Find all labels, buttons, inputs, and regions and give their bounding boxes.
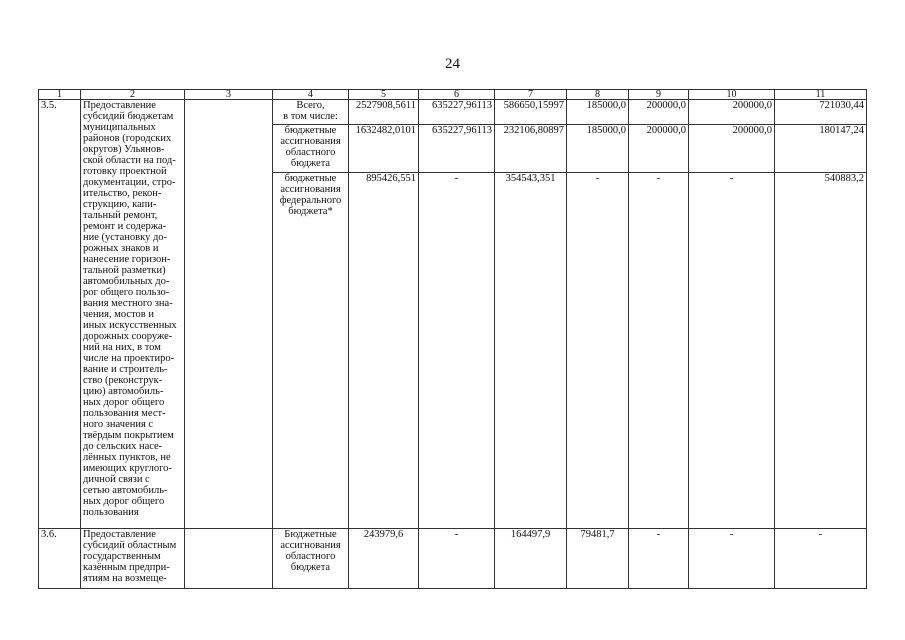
value-cell: 232106,80897 (495, 125, 567, 173)
header-cell: 8 (567, 90, 629, 100)
value-cell: 200000,0 (689, 125, 775, 173)
value-cell: 79481,7 (567, 529, 629, 589)
row-number: 3.6. (39, 529, 81, 589)
row-description: Предоставление субсидий бюджетам муниципальных районов (городских округов) Ульянов- ской области на под- готовку проектной документации, стро- ительство, рекон- струкцию, капи- тальный ремонт, ремонт и содержа- ние (установку до- рожных знаков и нанесение горизон- тальной разметки) автомобильных до- рог общего пользо- вания местного зна- чения, мостов и иных искусственных дорожных сооруже- ний на них, в том числе на проектиро- вание и строитель- ство (реконструк- цию) автомобиль- ных дорог общего пользования мест- ного значения с твёрдым покрытием до сельских насе- лённых пунктов, не имеющих круглого- дичной связи с сетью автомобиль- ных дорог общего пользования (81, 100, 185, 529)
value-cell: - (629, 173, 689, 529)
page-number: 24 (445, 56, 460, 72)
header-cell: 9 (629, 90, 689, 100)
value-cell: 200000,0 (629, 125, 689, 173)
row-description: Предоставление субсидий областным государственным казённым предпри- ятиям на возмеще- (81, 529, 185, 589)
value-cell: 895426,551 (349, 173, 419, 529)
header-cell: 5 (349, 90, 419, 100)
value-cell: - (775, 529, 867, 589)
value-cell: 200000,0 (629, 100, 689, 125)
value-cell: - (689, 529, 775, 589)
value-cell: 164497,9 (495, 529, 567, 589)
table-row (39, 529, 867, 589)
value-cell: 185000,0 (567, 125, 629, 173)
value-cell: - (689, 173, 775, 529)
value-cell: - (629, 529, 689, 589)
value-cell: - (419, 529, 495, 589)
funding-source: Бюджетные ассигнования областного бюджета (273, 529, 349, 589)
budget-table (38, 89, 867, 589)
funding-source: Всего, в том числе: (273, 100, 349, 125)
table-row (39, 100, 867, 125)
value-cell: - (567, 173, 629, 529)
header-cell: 7 (495, 90, 567, 100)
value-cell: 2527908,5611 (349, 100, 419, 125)
row-col3 (185, 100, 273, 529)
value-cell: 540883,2 (775, 173, 867, 529)
header-cell: 10 (689, 90, 775, 100)
value-cell: 1632482,0101 (349, 125, 419, 173)
row-col3 (185, 529, 273, 589)
value-cell: 635227,96113 (419, 125, 495, 173)
header-cell: 11 (775, 90, 867, 100)
header-row (39, 90, 867, 100)
header-cell: 3 (185, 90, 273, 100)
funding-source: бюджетные ассигнования областного бюджета (273, 125, 349, 173)
value-cell: 635227,96113 (419, 100, 495, 125)
value-cell: - (419, 173, 495, 529)
header-cell: 4 (273, 90, 349, 100)
value-cell: 200000,0 (689, 100, 775, 125)
header-cell: 6 (419, 90, 495, 100)
value-cell: 243979,6 (349, 529, 419, 589)
header-cell: 1 (39, 90, 81, 100)
funding-source: бюджетные ассигнования федерального бюджета* (273, 173, 349, 529)
value-cell: 354543,351 (495, 173, 567, 529)
value-cell: 180147,24 (775, 125, 867, 173)
value-cell: 185000,0 (567, 100, 629, 125)
value-cell: 586650,15997 (495, 100, 567, 125)
header-cell: 2 (81, 90, 185, 100)
row-number: 3.5. (39, 100, 81, 529)
value-cell: 721030,44 (775, 100, 867, 125)
